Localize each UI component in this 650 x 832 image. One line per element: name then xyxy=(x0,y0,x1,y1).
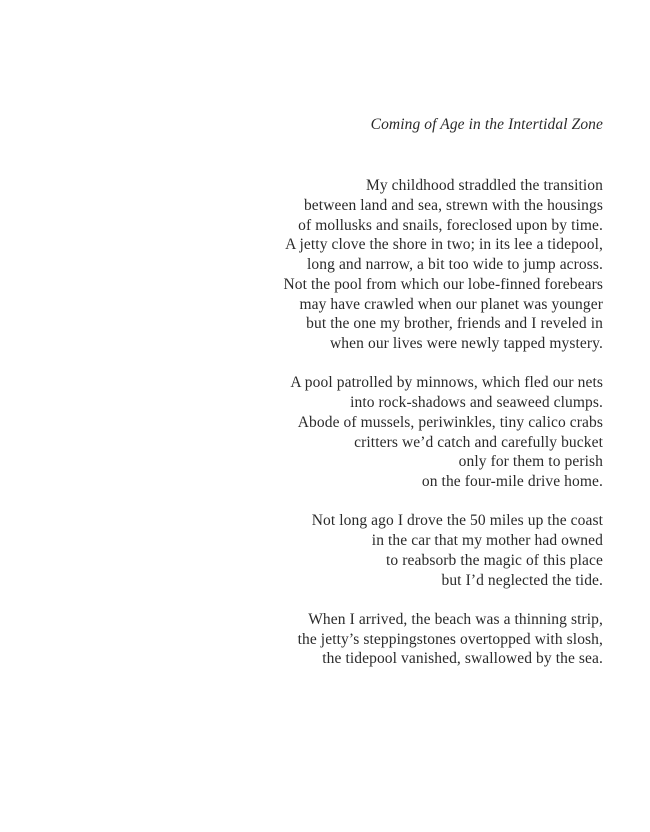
stanza-3 xyxy=(43,511,603,590)
poem-line: to reabsorb the magic of this place xyxy=(386,551,603,569)
poem-line: the jetty’s steppingstones overtopped with slosh, xyxy=(297,630,603,648)
poem-line: long and narrow, a bit too wide to jump across. xyxy=(307,256,603,273)
poem-line: When I arrived, the beach was a thinning strip, xyxy=(308,610,603,628)
poem-line: Not long ago I drove the 50 miles up the coast xyxy=(311,512,603,530)
poem-line: only for them to perish xyxy=(458,453,603,471)
poem-line: on the four-mile drive home. xyxy=(421,473,603,490)
poem-line: in the car that my mother had owned xyxy=(371,532,603,549)
poem-line: when our lives were newly tapped mystery. xyxy=(330,335,603,352)
stanza-2 xyxy=(43,373,603,492)
poem-line: may have crawled when our planet was younger xyxy=(299,295,603,313)
poem-line: the tidepool vanished, swallowed by the sea. xyxy=(322,650,603,668)
poem-line: but the one my brother, friends and I reveled in xyxy=(306,315,603,333)
poem-line: Abode of mussels, periwinkles, tiny calico crabs xyxy=(297,413,603,431)
poem-line: A jetty clove the shore in two; in its lee a tidepool, xyxy=(285,236,603,254)
poem-line: A pool patrolled by minnows, which fled our nets xyxy=(290,374,603,392)
poem-line: of mollusks and snails, foreclosed upon by time. xyxy=(298,216,603,234)
stanza-4 xyxy=(43,610,603,669)
poem-line: into rock-shadows and seaweed clumps. xyxy=(350,394,603,411)
poem-line: critters we’d catch and carefully bucket xyxy=(354,433,603,451)
poem-line: My childhood straddled the transition xyxy=(365,177,603,194)
stanza-1 xyxy=(43,176,603,354)
poem-line: Not the pool from which our lobe-finned forebears xyxy=(283,275,603,293)
poem-body xyxy=(43,176,603,689)
poem-line: between land and sea, strewn with the housings xyxy=(303,196,603,214)
poem-title: Coming of Age in the Intertidal Zone xyxy=(370,116,603,133)
poem-line: but I’d neglected the tide. xyxy=(441,571,603,589)
